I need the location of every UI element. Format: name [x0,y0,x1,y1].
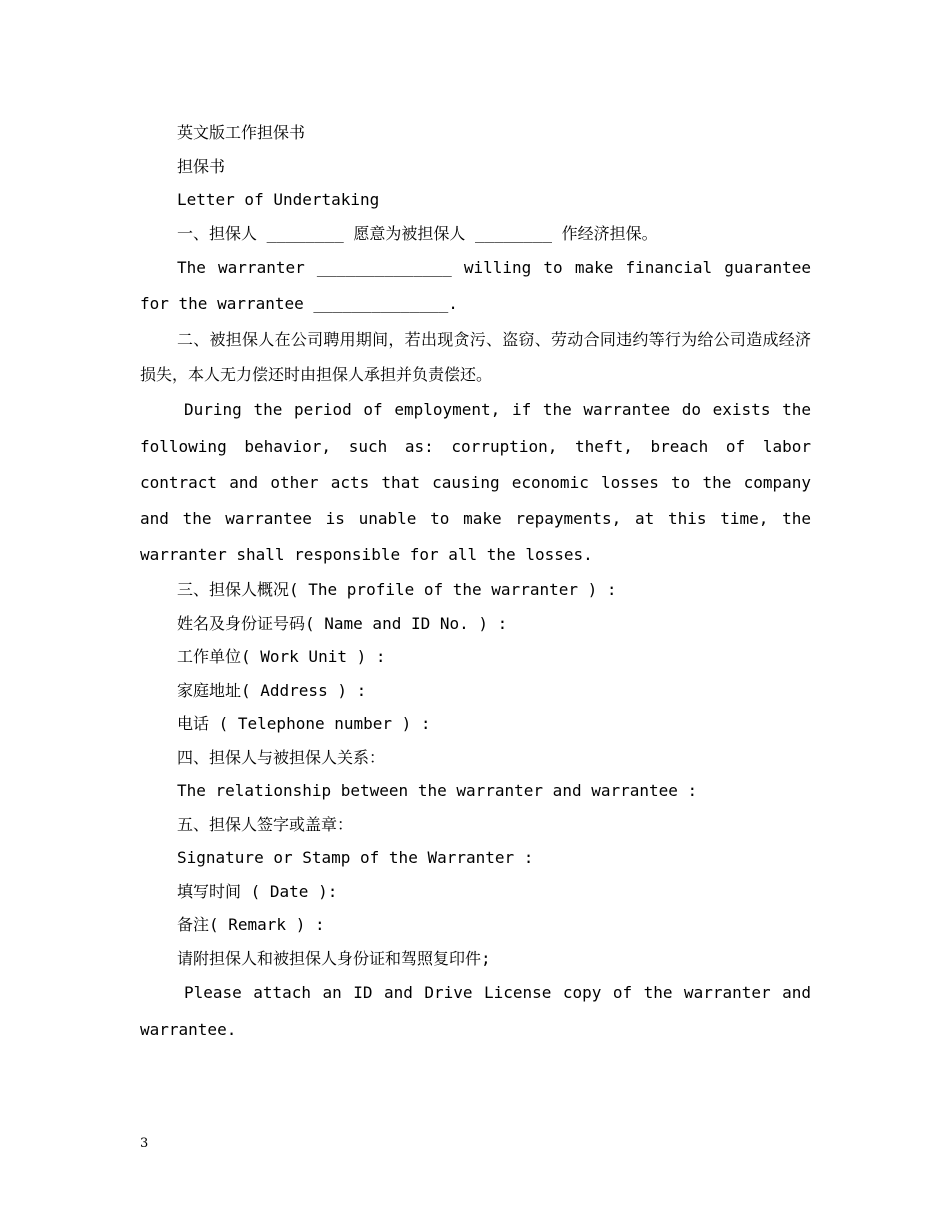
clause-5-english: Signature or Stamp of the Warranter : [177,848,534,868]
clause-2-english: During the period of employment, if the warrantee do exists the following behavior, such as: corruption, theft, breach of labor contract and other acts that causing economic losses to the company and the warrantee is unable to make repayments, at this time, the warranter shall responsible for all the losses. [140,400,811,565]
field-date: 填写时间 ( Date ): [177,881,338,901]
clause-2-chinese: 二、被担保人在公司聘用期间，若出现贪污、盗窃、劳动合同违约等行为给公司造成经济损失，本人无力偿还时由担保人承担并负责偿还。 [140,330,811,385]
field-work-unit: 工作单位( Work Unit ) : [177,647,386,667]
clause-4-chinese: 四、担保人与被担保人关系： [177,747,386,767]
subtitle-chinese: 担保书 [177,156,226,176]
clause-3-heading: 三、担保人概况( The profile of the warranter ) : [177,580,617,600]
clause-1-chinese: 一、担保人 ________ 愿意为被担保人 ________ 作经济担保。 [177,223,658,243]
subtitle-english: Letter of Undertaking [177,190,380,209]
page-number: 3 [140,1136,149,1151]
field-telephone: 电话 ( Telephone number ) : [177,714,431,734]
field-address: 家庭地址( Address ) : [177,680,367,700]
field-name-id: 姓名及身份证号码( Name and ID No. ) : [177,613,508,633]
field-remark: 备注( Remark ) : [177,915,325,935]
note-chinese: 请附担保人和被担保人身份证和驾照复印件; [177,948,491,968]
clause-1-english: The warranter ______________ willing to make financial guarantee for the warrantee ______________. [140,258,811,314]
clause-5-chinese: 五、担保人签字或盖章： [177,814,354,834]
clause-4-english: The relationship between the warranter and warrantee : [177,781,698,801]
note-english: Please attach an ID and Drive License copy of the warranter and warrantee. [140,983,811,1039]
document-body [140,116,811,1048]
document-title: 英文版工作担保书 [177,123,306,142]
